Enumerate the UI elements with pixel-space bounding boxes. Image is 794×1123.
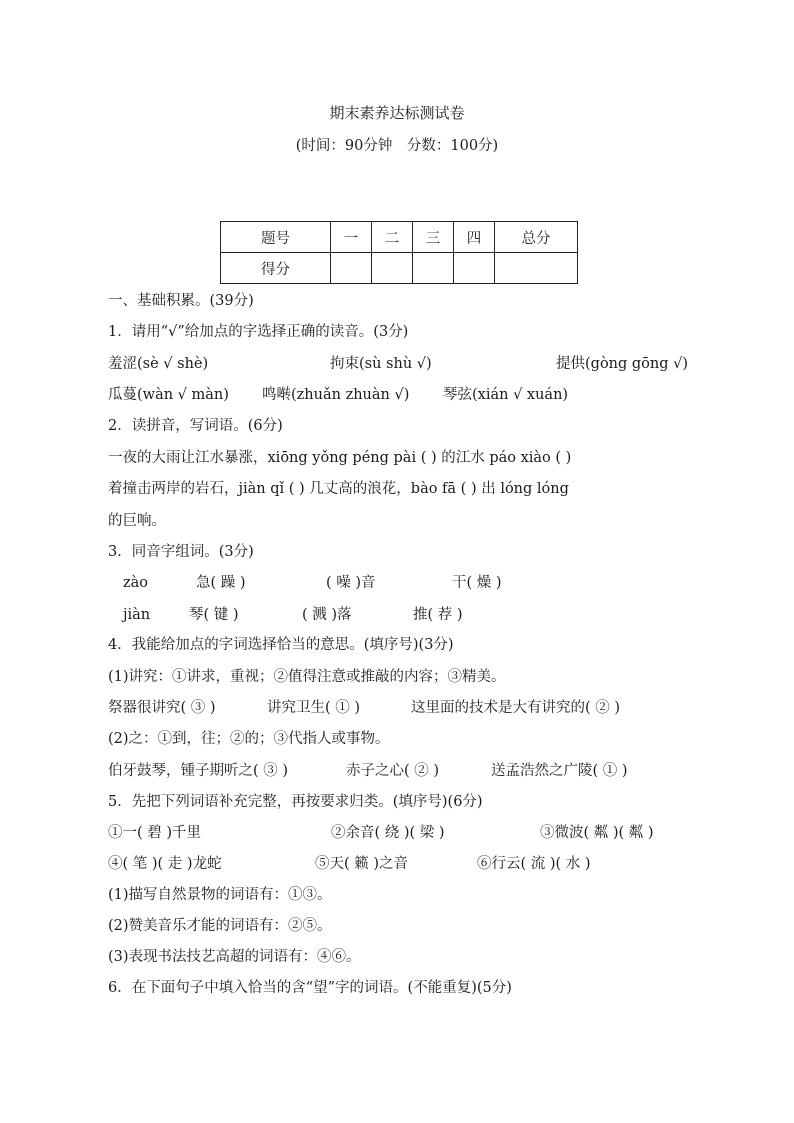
section-heading: 一、基础积累。(39分) [108, 293, 254, 309]
score-col-4: 四 [454, 222, 495, 253]
q4-definition-1: (1)讲究：①讲求，重视；②值得注意或推敲的内容；③精美。 [108, 669, 506, 685]
question-5-prompt: 5．先把下列词语补充完整，再按要求归类。(填序号)(6分) [108, 794, 483, 810]
score-table [220, 221, 578, 284]
q1-item-3: 提供(gòng gōng √) [556, 356, 689, 372]
q2-text-line-2: 着撞击两岸的岩石，jiàn qǐ ( ) 几丈高的浪花，bào fā ( ) 出 lóng lóng [108, 481, 569, 497]
q1-item-6: 琴弦(xián √ xuán) [443, 387, 569, 403]
q4-item-6: 送孟浩然之广陵( ① ) [491, 763, 628, 779]
q2-text-line-3: 的巨响。 [108, 513, 166, 529]
q4-item-5: 赤子之心( ② ) [346, 763, 440, 779]
question-1-prompt: 1．请用“√”给加点的字选择正确的读音。(3分) [108, 324, 409, 340]
q5-item-3: ③微波( 粼 )( 粼 ) [540, 825, 654, 841]
score-cell-1[interactable] [331, 253, 372, 284]
question-3-prompt: 3．同音字组词。(3分) [108, 544, 254, 560]
q1-item-4: 瓜蔓(wàn √ màn) [108, 387, 229, 403]
q3-word-2: ( 噪 )音 [326, 575, 376, 591]
q5-item-1: ①一( 碧 )千里 [108, 825, 202, 841]
q1-item-5: 鸣啭(zhuǎn zhuàn √) [262, 387, 410, 403]
q3-pinyin-2: jiàn [123, 607, 151, 623]
q3-word-1: 急( 躁 ) [196, 575, 246, 591]
q3-word-5: ( 溅 )落 [302, 607, 352, 623]
score-col-1: 一 [331, 222, 372, 253]
score-table-header-label: 题号 [221, 222, 331, 253]
q5-answer-1: (1)描写自然景物的词语有：①③。 [108, 887, 332, 903]
q3-word-3: 干( 燥 ) [452, 575, 502, 591]
q5-item-5: ⑤天( 籁 )之音 [315, 856, 409, 872]
q1-item-1: 羞涩(sè √ shè) [108, 356, 209, 372]
q4-item-2: 讲究卫生( ① ) [267, 700, 361, 716]
q5-answer-2: (2)赞美音乐才能的词语有：②⑤。 [108, 918, 332, 934]
q5-item-6: ⑥行云( 流 )( 水 ) [477, 856, 591, 872]
score-cell-4[interactable] [454, 253, 495, 284]
q5-item-2: ②余音( 绕 )( 梁 ) [331, 825, 445, 841]
score-col-2: 二 [372, 222, 413, 253]
score-cell-total[interactable] [495, 253, 578, 284]
q5-answer-3: (3)表现书法技艺高超的词语有：④⑥。 [108, 949, 361, 965]
q2-text-line-1: 一夜的大雨让江水暴涨，xiōng yǒng péng pài ( ) 的江水 páo xiào ( ) [108, 450, 572, 466]
question-4-prompt: 4．我能给加点的字词选择恰当的意思。(填序号)(3分) [108, 637, 454, 653]
q3-word-6: 推( 荐 ) [413, 607, 463, 623]
page-subtitle: (时间：90分钟 分数：100分) [295, 138, 499, 154]
q4-item-3: 这里面的技术是大有讲究的( ② ) [411, 700, 621, 716]
q1-item-2: 拘束(sù shù √) [330, 356, 432, 372]
score-col-3: 三 [413, 222, 454, 253]
score-cell-3[interactable] [413, 253, 454, 284]
q3-pinyin-1: zào [123, 575, 149, 591]
question-2-prompt: 2．读拼音，写词语。(6分) [108, 418, 283, 434]
q5-item-4: ④( 笔 )( 走 )龙蛇 [108, 856, 222, 872]
q3-word-4: 琴( 键 ) [189, 607, 239, 623]
question-6-prompt: 6．在下面句子中填入恰当的含“望”字的词语。(不能重复)(5分) [108, 980, 512, 996]
q4-item-4: 伯牙鼓琴，锺子期听之( ③ ) [108, 763, 289, 779]
score-table-row-label: 得分 [221, 253, 331, 284]
q4-definition-2: (2)之：①到，往；②的；③代指人或事物。 [108, 731, 390, 747]
q4-item-1: 祭器很讲究( ③ ) [108, 700, 216, 716]
score-cell-2[interactable] [372, 253, 413, 284]
page-title: 期末素养达标测试卷 [329, 104, 465, 122]
score-col-total: 总分 [495, 222, 578, 253]
